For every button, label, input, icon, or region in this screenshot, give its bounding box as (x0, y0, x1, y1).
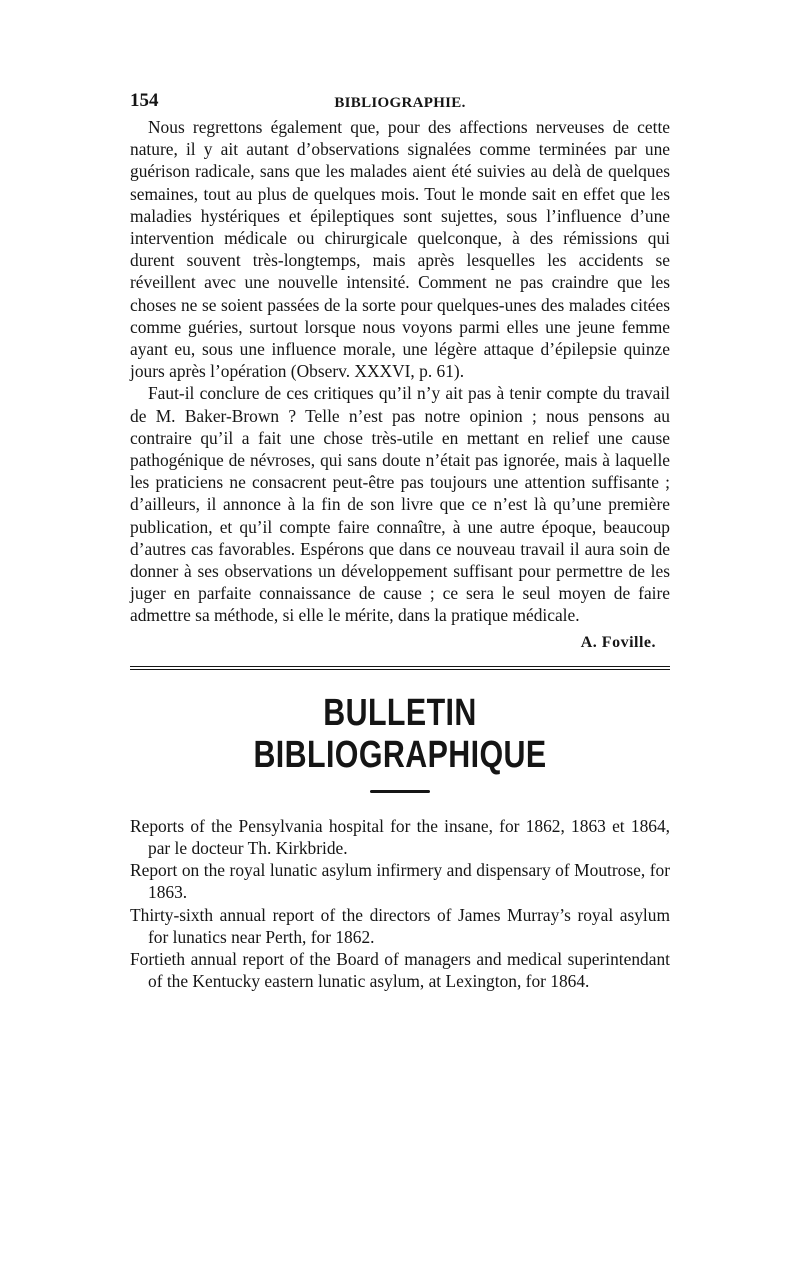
section-title: BULLETIN BIBLIOGRAPHIQUE (253, 691, 547, 776)
bibliography-entry: Reports of the Pensylvania hospital for the insane, for 1862, 1863 et 1864, par le docteur Th. Kirkbride. (130, 815, 670, 859)
title-ornament (370, 790, 430, 793)
running-title: BIBLIOGRAPHIE. (334, 95, 466, 111)
bibliography-entry: Fortieth annual report of the Board of managers and medical superintendant of the Kentucky eastern lunatic asylum, at Lexington, for 1864. (130, 949, 670, 992)
book-page (130, 90, 670, 993)
review-paragraph-1: Nous regrettons également que, pour des affections nerveuses de cette nature, il y ait autant d’observations signalées comme terminées par une guérison radicale, sans que les malades aient été suivies au delà de quelques semaines, tout au plus de quelques mois. Tout le monde sait en effet que les maladies hystériques et épileptiques sont sujettes, sous l’influence d’une intervention médicale ou chirurgicale quelconque, à des rémissions qui durent souvent très-longtemps, mais après lesquelles les accidents se réveillent avec une nouvelle intensité. Comment ne pas craindre que les choses ne se soient passées de la sorte pour quelques-unes des malades citées comme guéries, surtout lorsque nous voyons parmi elles une jeune femme ayant eu, sous une influence morale, une légère attaque d’épilepsie quinze jours après l’opération (Observ. XXXVI, p. 61). (130, 117, 670, 382)
running-head (130, 90, 670, 116)
section-divider (130, 666, 670, 670)
bibliography-entry: Report on the royal lunatic asylum infirmery and dispensary of Moutrose, for 1863. (130, 860, 670, 903)
review-paragraph-2: Faut-il conclure de ces critiques qu’il n’y ait pas à tenir compte du travail de M. Baker-Brown ? Telle n’est pas notre opinion ; nous pensons au contraire qu’il a fait une chose très-utile en mettant en relief une cause pathogénique de névroses, qui sans doute n’était pas ignorée, mais à laquelle les praticiens ne consacrent peut-être pas toujours une attention suffisante ; d’ailleurs, il annonce à la fin de son livre que ce n’est là qu’une première publication, et qu’il compte faire connaître, à une autre époque, beaucoup d’autres cas favorables. Espérons que dans ce nouveau travail il aura soin de donner à ses observations un développement suffisant pour permettre de les juger en parfaite connaissance de cause ; ce sera le seul moyen de faire admettre sa méthode, si elle le mérite, dans la pratique médicale. (130, 383, 670, 626)
bibliography-entry: Thirty-sixth annual report of the directors of James Murray’s royal asylum for lunatics near Perth, for 1862. (130, 904, 670, 947)
page-number: 154 (130, 90, 159, 111)
bibliography-list (130, 815, 670, 993)
review-signature: A. Foville. (580, 633, 656, 651)
